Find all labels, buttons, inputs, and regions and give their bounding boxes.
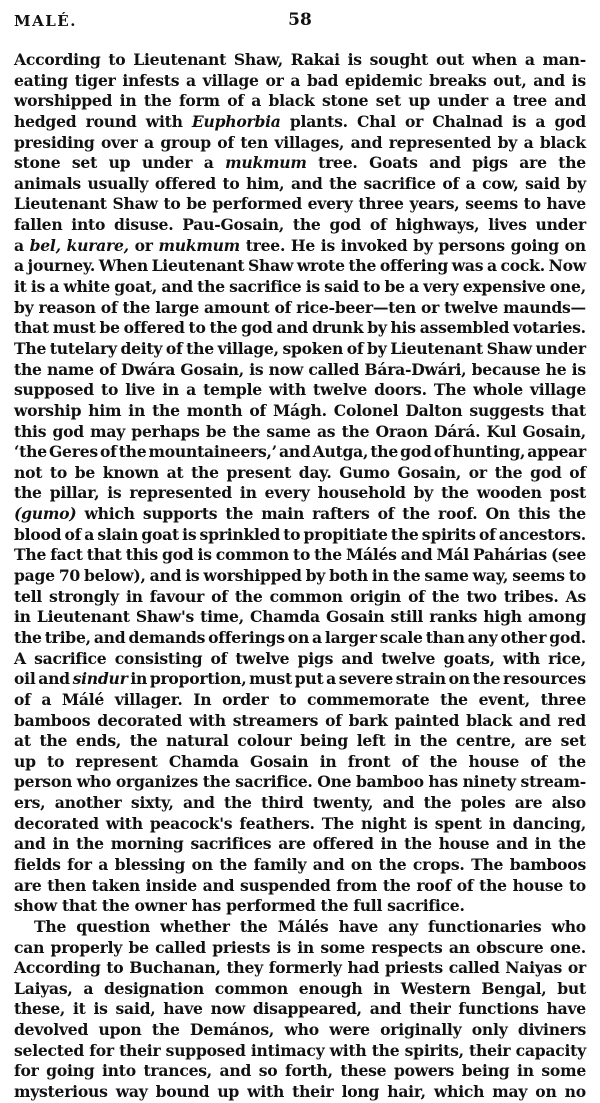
text-line: stone set up under a mukmum tree. Goats and pigs are the [14, 153, 586, 173]
text-line: animals usually offered to him, and the sacrifice of a cow, said by [14, 173, 586, 193]
text-line: by reason of the large amount of rice-beer—ten or twelve maunds— [14, 297, 586, 317]
text-line: show that the owner has performed the full sacrifice. [14, 896, 465, 916]
text-line: eating tiger infests a village or a bad epidemic breaks out, and is [14, 70, 586, 90]
text-line: in Lieutenant Shaw's time, Chamda Gosain still ranks high among [14, 607, 586, 627]
text-line: that must be offered to the god and drunk by his assembled votaries. [14, 318, 586, 338]
text-line: hedged round with Euphorbia plants. Chal or Chalnad is a god [14, 111, 586, 131]
text-line: oil and sindur in proportion, must put a severe strain on the resources [14, 669, 586, 689]
text-line: devolved upon the Demános, who were originally only diviners [14, 1020, 586, 1040]
text-line: up to represent Chamda Gosain in front of the house of the [14, 751, 586, 771]
text-line: fallen into disuse. Pau-Gosain, the god of highways, lives under [14, 215, 586, 235]
text-line: The tutelary deity of the village, spoken of by Lieutenant Shaw under [14, 338, 586, 358]
text-line: According to Lieutenant Shaw, Rakai is sought out when a man- [14, 50, 586, 69]
text-line: of a Málé villager. In order to commemorate the event, three [14, 689, 586, 709]
text-line: it is a white goat, and the sacrifice is said to be a very expensive one, [14, 277, 586, 297]
text-line: ‘the Geres of the mountaineers,’ and Autga, the god of hunting, appear [14, 442, 586, 462]
text-line: The question whether the Málés have any functionaries who [34, 916, 586, 936]
text-line: mysterious way bound up with their long hair, which may on no [14, 1082, 586, 1102]
text-line: According to Buchanan, they formerly had priests called Naiyas or [14, 958, 586, 978]
text-line: Laiyas, a designation common enough in Western Bengal, but [14, 978, 586, 998]
running-head: MALÉ. [14, 12, 77, 30]
page-header [14, 8, 586, 38]
text-line: supposed to live in a temple with twelve doors. The whole village [14, 380, 586, 400]
text-line: tell strongly in favour of the common origin of the two tribes. As [14, 586, 586, 606]
text-line: person who organizes the sacrifice. One bamboo has ninety stream- [14, 772, 586, 792]
page-number: 58 [288, 10, 312, 30]
text-line: the pillar, is represented in every household by the wooden post [14, 483, 586, 503]
text-line: ers, another sixty, and the third twenty, and the poles are also [14, 793, 586, 813]
text-line: the name of Dwára Gosain, is now called Bára-Dwári, because he is [14, 359, 586, 379]
text-line: presiding over a group of ten villages, and represented by a black [14, 132, 586, 152]
text-line: can properly be called priests is in some respects an obscure one. [14, 937, 586, 957]
text-line: The fact that this god is common to the Málés and Mál Pahárias (see [14, 545, 586, 565]
text-line: not to be known at the present day. Gumo Gosain, or the god of [14, 462, 586, 482]
text-line: blood of a slain goat is sprinkled to propitiate the spirits of ancestors. [14, 524, 586, 544]
text-line: fields for a blessing on the family and on the crops. The bamboos [14, 854, 586, 874]
text-line: worship him in the month of Mágh. Colonel Dalton suggests that [14, 400, 586, 420]
text-line: the tribe, and demands offerings on a larger scale than any other god. [14, 627, 586, 647]
text-line: this god may perhaps be the same as the Oraon Dárá. Kul Gosain, [14, 421, 586, 441]
text-line: decorated with peacock's feathers. The night is spent in dancing, [14, 813, 586, 833]
text-line: bamboos decorated with streamers of bark painted black and red [14, 710, 586, 730]
text-line: at the ends, the natural colour being left in the centre, are set [14, 731, 586, 751]
text-line: selected for their supposed intimacy with the spirits, their capacity [14, 1040, 586, 1060]
text-line: and in the morning sacrifices are offered in the house and in the [14, 834, 586, 854]
text-line: are then taken inside and suspended from the roof of the house to [14, 875, 586, 895]
text-line: for going into trances, and so forth, these powers being in some [14, 1061, 586, 1081]
text-line: page 70 below), and is worshipped by both in the same way, seems to [14, 566, 586, 586]
text-line: a journey. When Lieutenant Shaw wrote the offering was a cock. Now [14, 256, 586, 276]
text-line: a bel, kurare, or mukmum tree. He is invoked by persons going on [14, 235, 586, 255]
text-line: (gumo) which supports the main rafters of the roof. On this the [14, 504, 586, 524]
text-line: worshipped in the form of a black stone set up under a tree and [14, 91, 586, 111]
text-line: these, it is said, have now disappeared, and their functions have [14, 999, 586, 1019]
body-text [14, 50, 586, 1103]
text-line: Lieutenant Shaw to be performed every three years, seems to have [14, 194, 586, 214]
text-line: A sacrifice consisting of twelve pigs and twelve goats, with rice, [14, 648, 586, 668]
